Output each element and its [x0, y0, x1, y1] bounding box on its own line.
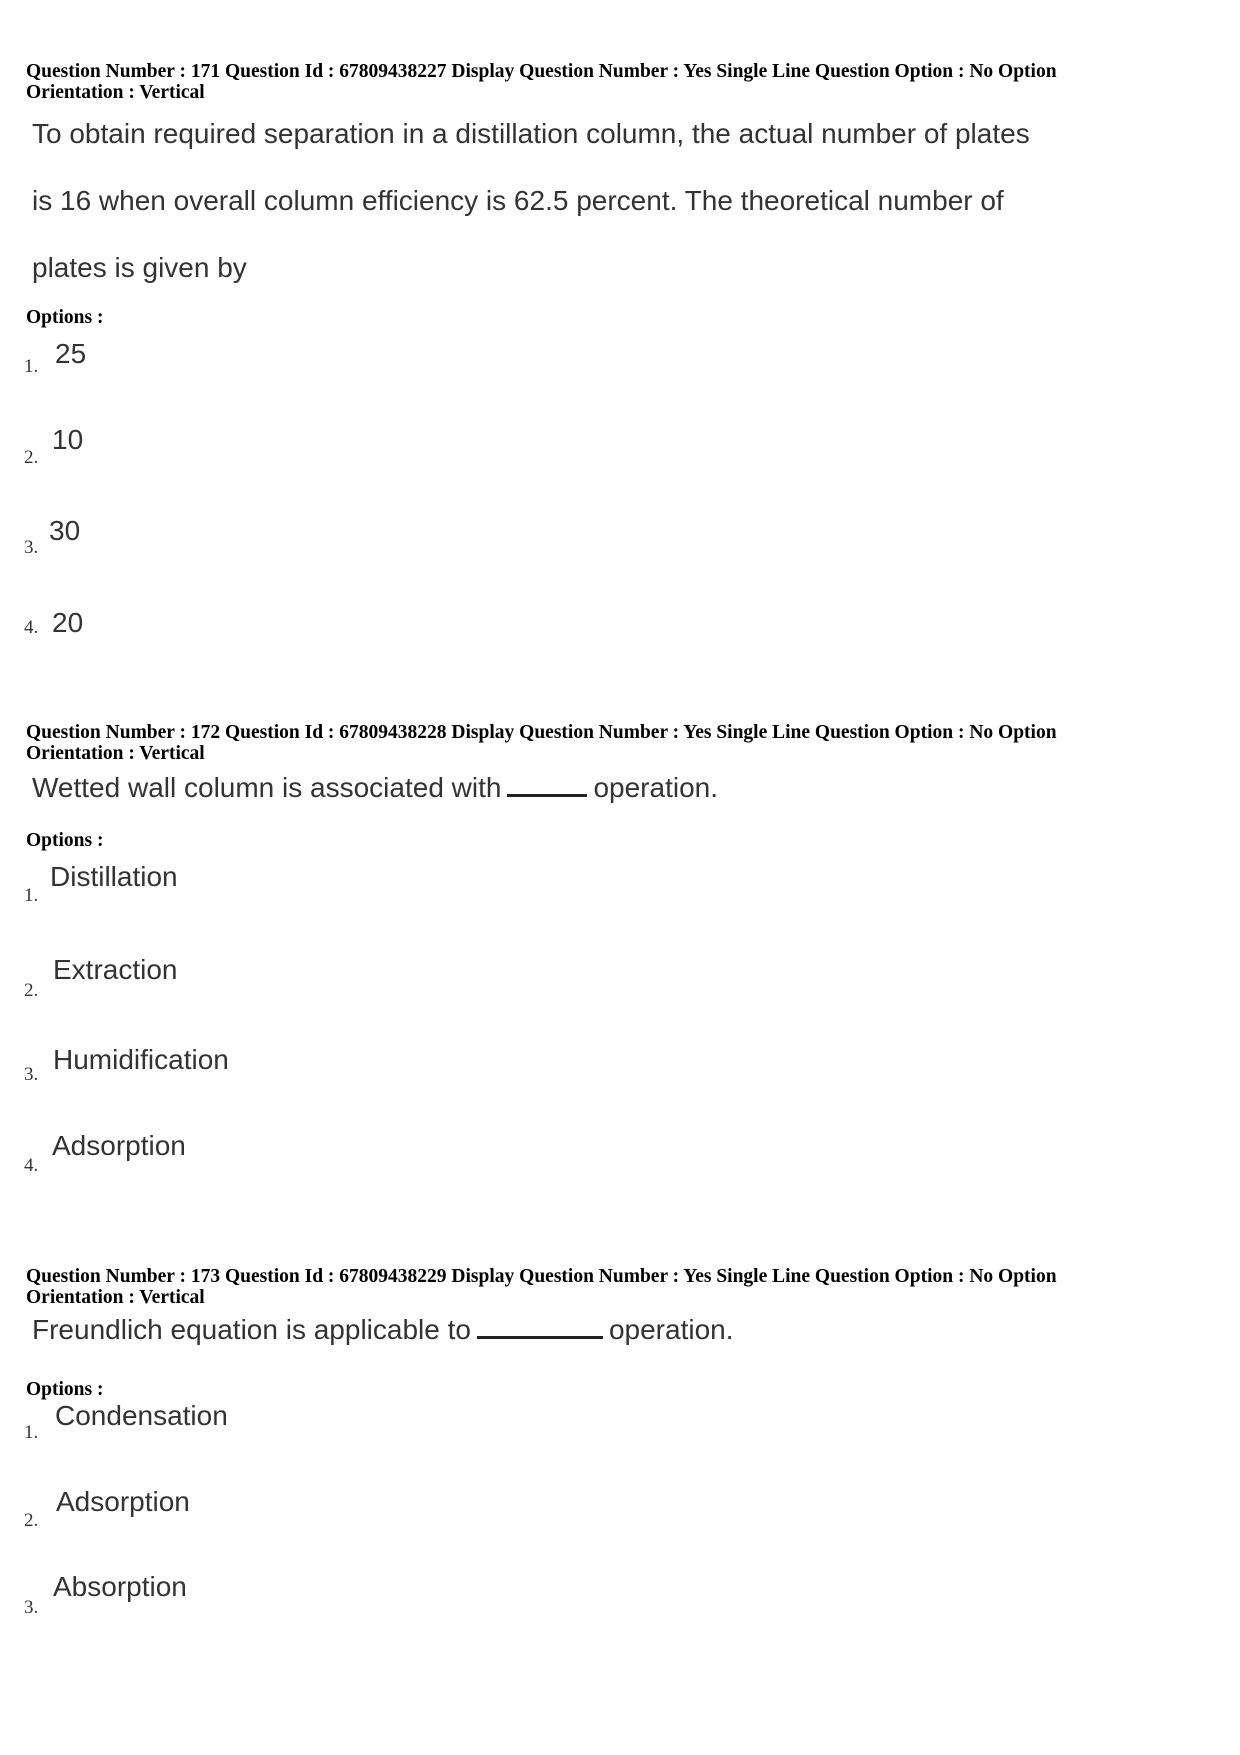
- option-number: 4.: [24, 617, 39, 638]
- question-header-line1: Question Number : 173 Question Id : 67809438229 Display Question Number : Yes Single Line Question Option : No Option: [26, 1266, 1057, 1287]
- option-text: 30: [49, 515, 81, 546]
- question-header: [26, 61, 1216, 103]
- question-header: [26, 722, 1216, 764]
- option-text: Humidification: [53, 1044, 229, 1075]
- option-number: 3.: [24, 537, 39, 558]
- question-stem: [32, 1314, 734, 1346]
- option-text: Distillation: [50, 861, 178, 892]
- option-number: 3.: [24, 1064, 39, 1085]
- question-header-line2: Orientation : Vertical: [26, 743, 205, 764]
- question-stem-before-blank: Wetted wall column is associated with: [32, 772, 502, 803]
- option-number: 1.: [24, 1422, 39, 1443]
- option-text: 25: [55, 338, 87, 369]
- question-header-line2: Orientation : Vertical: [26, 82, 205, 103]
- question-header-line2: Orientation : Vertical: [26, 1287, 205, 1308]
- option-number: 2.: [24, 980, 39, 1001]
- option-text: Adsorption: [52, 1130, 186, 1161]
- option-text: Extraction: [53, 954, 178, 985]
- option-text: Absorption: [53, 1571, 187, 1602]
- question-header: [26, 1266, 1216, 1308]
- question-header-line1: Question Number : 171 Question Id : 67809438227 Display Question Number : Yes Single Line Question Option : No Option: [26, 61, 1057, 82]
- option-number: 1.: [24, 885, 39, 906]
- option-text: 10: [52, 424, 84, 455]
- question-stem-line: plates is given by: [32, 252, 247, 283]
- option-number: 3.: [24, 1597, 39, 1618]
- question-stem-after-blank: operation.: [608, 1314, 734, 1345]
- option-number: 2.: [24, 1510, 39, 1531]
- option-text: Condensation: [55, 1400, 228, 1431]
- option-text: Adsorption: [56, 1486, 190, 1517]
- options-label: Options :: [26, 307, 104, 328]
- fill-in-blank: [507, 793, 587, 797]
- question-stem-before-blank: Freundlich equation is applicable to: [32, 1314, 471, 1345]
- question-stem-after-blank: operation.: [593, 772, 719, 803]
- options-label: Options :: [26, 830, 104, 851]
- question-stem-line: To obtain required separation in a distillation column, the actual number of plates: [32, 118, 1030, 149]
- question-stem: [32, 772, 718, 804]
- option-number: 1.: [24, 356, 39, 377]
- option-number: 4.: [24, 1155, 39, 1176]
- fill-in-blank: [477, 1335, 603, 1339]
- question-stem-line: is 16 when overall column efficiency is 62.5 percent. The theoretical number of: [32, 185, 1004, 216]
- option-text: 20: [52, 607, 84, 638]
- question-header-line1: Question Number : 172 Question Id : 67809438228 Display Question Number : Yes Single Line Question Option : No Option: [26, 722, 1057, 743]
- options-label: Options :: [26, 1379, 104, 1400]
- option-number: 2.: [24, 447, 39, 468]
